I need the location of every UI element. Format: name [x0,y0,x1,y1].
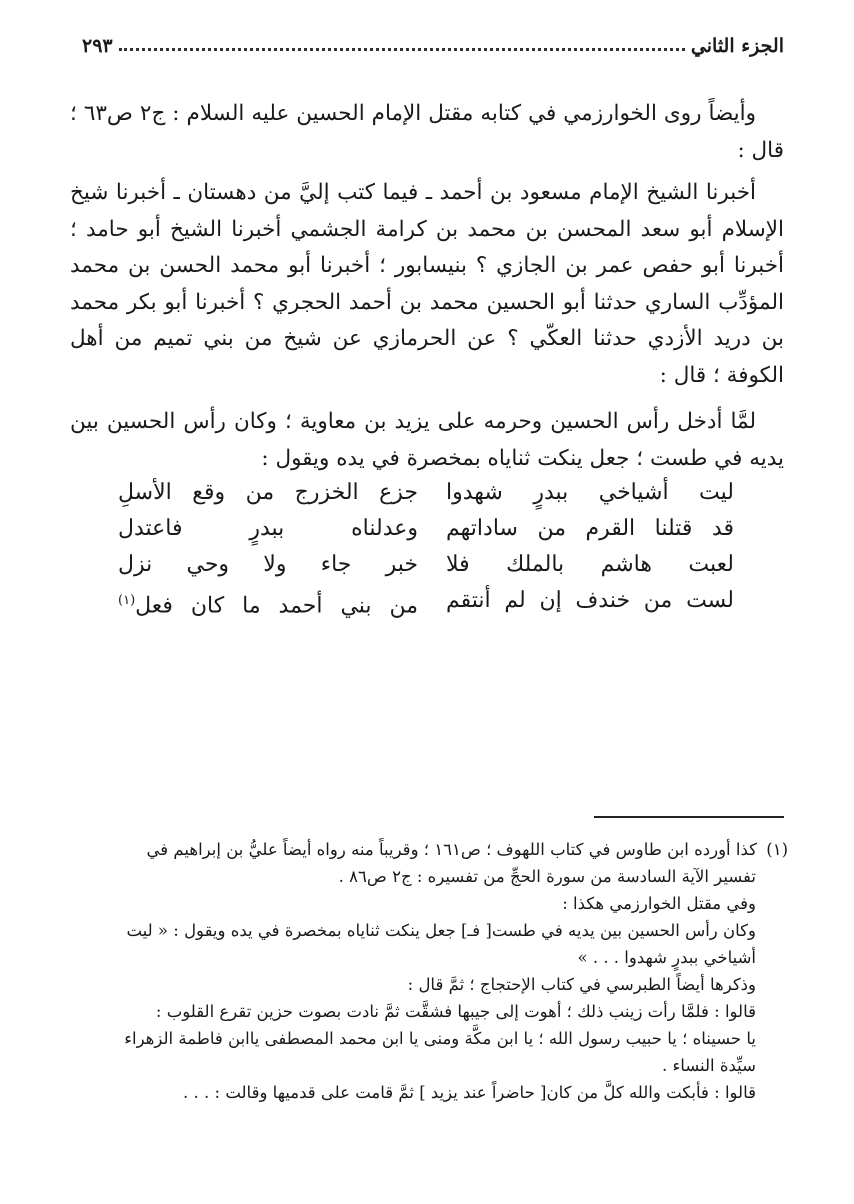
paragraph-narration: لمَّا أدخل رأس الحسين وحرمه على يزيد بن معاوية ؛ وكان رأس الحسين بين يديه في طست ؛ جعل ينكت ثناياه بمخصرة في يده ويقول : [70,409,784,471]
footnote-line: أشياخي ببدرٍ شهدوا . . . » [577,948,756,967]
footnotes [70,836,788,1106]
footnote-line: قالوا : فأبكت والله كلَّ من كان[ حاضراً عند يزيد ] ثمَّ قامت على قدميها وقالت : . . . [183,1083,756,1102]
poem-verse [118,547,734,583]
footnote-line: تفسير الآية السادسة من سورة الحجِّ من تفسيره : ج٢ ص٨٦ . [338,867,756,886]
footnote-line: يا حسيناه ؛ يا حبيب رسول الله ؛ يا ابن مكَّة ومنى يا ابن محمد المصطفى ياابن فاطمة الزهراء [124,1029,756,1048]
leader-dots [119,38,685,51]
paragraph-isnad: أخبرنا الشيخ الإمام مسعود بن أحمد ـ فيما كتب إليَّ من دهستان ـ أخبرنا شيخ الإسلام أبو سعد المحسن بن محمد بن كرامة الجشمي أخبرنا الشيخ أبو حامد ؛ أخبرنا أبو حفص عمر بن الجازي ؟ بنيسابور ؛ أخبرنا أبو محمد الحسن بن محمد المؤدِّب الساري حدثنا أبو الحسين محمد بن أحمد الحجري ؟ أخبرنا أبو بكر محمد بن دريد الأزدي حدثنا العكّي ؟ عن الحرمازي عن شيخ من بني تميم من أهل الكوفة ؛ قال : [70,180,784,388]
verse-second-hemistich: وعدلناه ببدرٍ فاعتدل [118,516,418,541]
verse-second-hemistich: جزع الخزرج من وقع الأسلِ [118,480,418,505]
verse-first-hemistich: لعبت هاشم بالملك فلا [446,552,734,577]
footnote-number: (١) [766,840,788,859]
footnote-text: كذا أورده ابن طاوس في كتاب اللهوف ؛ ص١٦١ ؛ وقريباً منه رواه أيضاً عليُّ بن إبراهيم في [146,840,757,859]
footnote-line: سيِّدة النساء . [662,1056,756,1075]
footnote-reference[interactable]: (١) [118,593,136,608]
verse-second-hemistich-text: من بني أحمد ما كان فعل [135,593,418,619]
paragraph-intro: وأيضاً روى الخوارزمي في كتابه مقتل الإمام الحسين عليه السلام : ج٢ ص٦٣ ؛ قال : [70,101,784,163]
volume-title: الجزء الثاني [690,35,784,57]
poem-verse [118,583,734,619]
verse-second-hemistich: خبر جاء ولا وحي نزل [118,552,418,577]
verse-first-hemistich: ليت أشياخي ببدرٍ شهدوا [446,480,734,505]
page-number: ٢٩٣ [82,35,113,57]
footnote-line: وكان رأس الحسين بين يديه في طست[ فـ] جعل ينكت ثناياه بمخصرة في يده ويقول : « ليت [126,921,756,940]
poem-verse [118,475,734,511]
footnote-line: قالوا : فلمَّا رأت زينب ذلك ؛ أهوت إلى جيبها فشقَّت ثمَّ نادت بصوت حزين تقرع القلوب : [155,1002,756,1021]
footnote-line [70,836,788,863]
verse-first-hemistich: لست من خندف إن لم أنتقم [446,588,734,613]
poem [118,475,734,619]
footnote-line: وفي مقتل الخوارزمي هكذا : [562,894,756,913]
verse-second-hemistich [118,583,418,619]
running-head [82,32,784,60]
verse-first-hemistich: قد قتلنا القرم من ساداتهم [446,516,734,541]
poem-verse [118,511,734,547]
footnote-line: وذكرها أيضاً الطبرسي في كتاب الإحتجاج ؛ ثمَّ قال : [407,975,756,994]
main-text [70,96,784,477]
footnote-separator [594,816,784,818]
